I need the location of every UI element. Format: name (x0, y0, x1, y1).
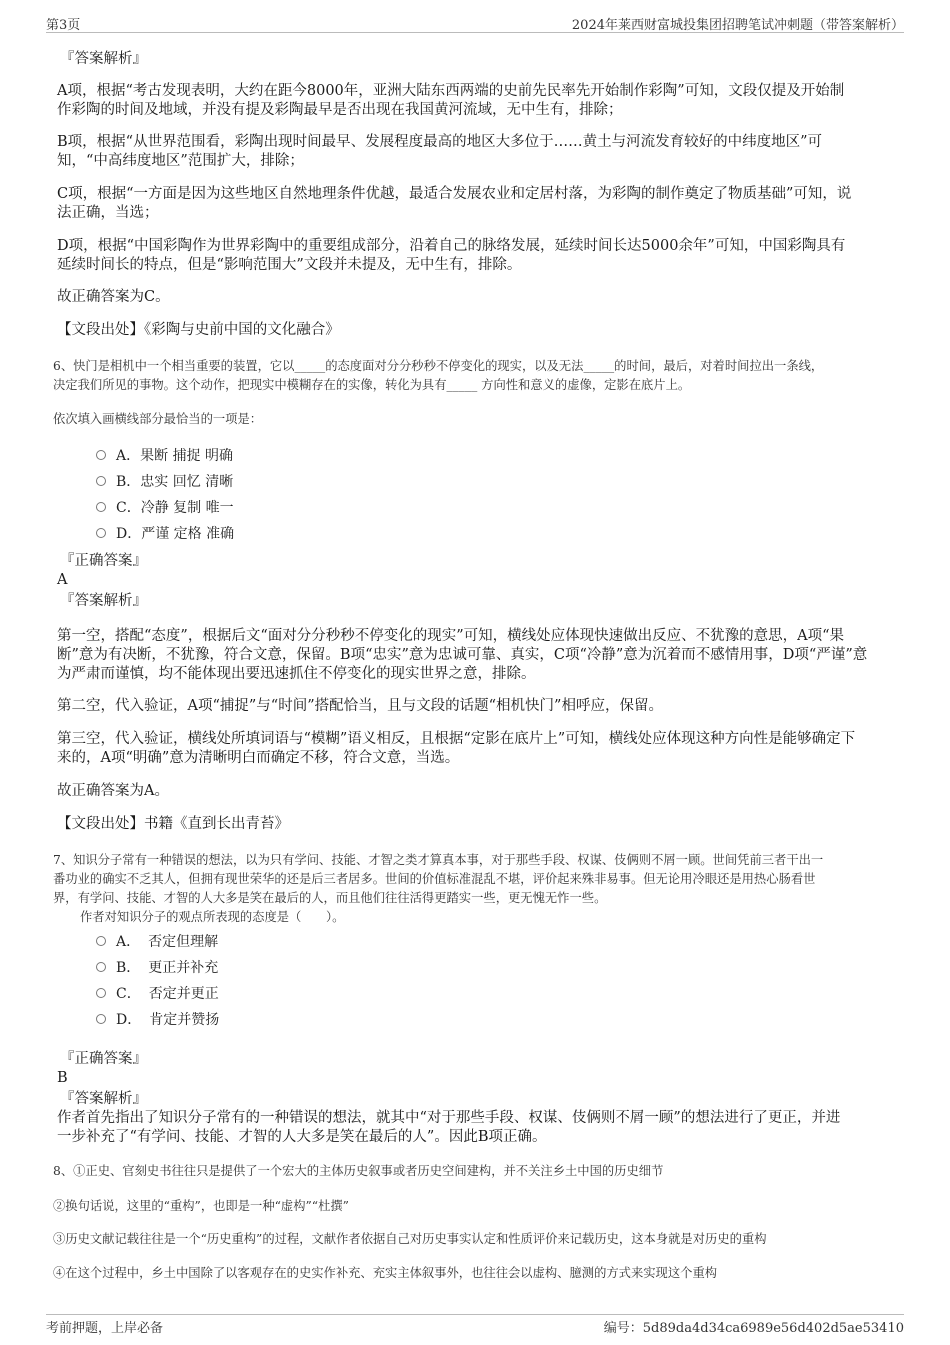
radio-icon[interactable] (96, 528, 106, 538)
q8-statement-2: ②换句话说，这里的“重构”，也即是一种“虚构”“杜撰” (53, 1199, 349, 1213)
page-footer (46, 1314, 904, 1335)
q7-stem-line1: 7、知识分子常有一种错误的想法，以为只有学问、技能、才智之类才算真本事，对于那些手段、权谋、伎俩则不屑一顾。世间凭前三者干出一 (53, 853, 824, 867)
q7-answer-label: 『正确答案』 (60, 1051, 147, 1067)
option-text: 冷静 复制 唯一 (140, 500, 234, 516)
q6-analysis-p3-line2: 来的，A项“明确”意为清晰明白而确定不移，符合文意，当选。 (57, 750, 460, 766)
q7-option-b[interactable] (96, 957, 218, 977)
q6-analysis-p1-line2: 断”意为有决断，不犹豫，符合文意，保留。B项“忠实”意为忠诚可靠、真实，C项“冷静”意为沉着而不感情用事，D项“严谨”意 (57, 647, 868, 663)
q6-analysis-p3-line1: 第三空，代入验证，横线处所填词语与“模糊”语义相反，且根据“定影在底片上”可知，横线处应体现这种方向性是能够确定下 (57, 731, 856, 747)
q5-analysis-label: 『答案解析』 (60, 51, 147, 67)
page-number: 第3页 (46, 18, 81, 33)
radio-icon[interactable] (96, 502, 106, 512)
footer-serial: 编号：5d89da4d34ca6989e56d402d5ae53410 (603, 1321, 904, 1336)
q6-stem-line2: 决定我们所见的事物。这个动作，把现实中模糊存在的实像，转化为具有_____ 方向性和意义的虚像，定影在底片上。 (53, 378, 691, 392)
option-text: 果断 捕捉 明确 (140, 448, 234, 464)
q7-answer: B (57, 1070, 68, 1086)
q6-option-a[interactable] (96, 445, 233, 465)
q6-analysis-p1-line3: 为严肃而谨慎，均不能体现出要迅速抓住不停变化的现实世界之意，排除。 (57, 666, 536, 682)
option-letter: C． (116, 500, 141, 516)
q5-analysis-d-line1: D项，根据“中国彩陶作为世界彩陶中的重要组成部分，沿着自己的脉络发展，延续时间长达5000余年”可知，中国彩陶具有 (57, 238, 846, 254)
q6-option-d[interactable] (96, 523, 234, 543)
q5-analysis-d-line2: 延续时间长的特点，但是“影响范围大”文段并未提及，无中生有，排除。 (57, 257, 522, 273)
option-text: 忠实 回忆 清晰 (140, 474, 234, 490)
option-text: 肯定并赞扬 (149, 1012, 220, 1028)
q6-option-b[interactable] (96, 471, 233, 491)
q6-conclusion: 故正确答案为A。 (57, 783, 169, 799)
q6-answer-label: 『正确答案』 (60, 553, 147, 569)
q5-analysis-b-line2: 知，“中高纬度地区”范围扩大，排除； (57, 153, 304, 169)
q7-option-d[interactable] (96, 1009, 219, 1029)
q7-analysis-line2: 一步补充了“有学问、技能、才智的人大多是笑在最后的人”。因此B项正确。 (57, 1129, 547, 1145)
radio-icon[interactable] (96, 936, 106, 946)
q6-analysis-label: 『答案解析』 (60, 593, 147, 609)
q5-analysis-c-line1: C项，根据“一方面是因为这些地区自然地理条件优越，最适合发展农业和定居村落，为彩陶的制作奠定了物质基础”可知，说 (57, 186, 852, 202)
q7-stem-line2: 番功业的确实不乏其人，但拥有现世荣华的还是后三者居多。世间的价值标准混乱不堪，评价起来殊非易事。但无论用冷眼还是用热心肠看世 (53, 872, 816, 886)
option-letter: D． (116, 526, 142, 542)
option-text: 更正并补充 (148, 960, 219, 976)
q7-analysis-line1: 作者首先指出了知识分子常有的一种错误的想法，就其中“对于那些手段、权谋、伎俩则不屑一顾”的想法进行了更正，并进 (57, 1110, 841, 1126)
option-letter: B． (116, 960, 141, 976)
q5-analysis-a-line1: A项，根据“考古发现表明，大约在距今8000年，亚洲大陆东西两端的史前先民率先开始制作彩陶”可知，文段仅提及开始制 (57, 83, 845, 99)
option-letter: A． (116, 934, 141, 950)
q6-analysis-p1-line1: 第一空，搭配“态度”，根据后文“面对分分秒秒不停变化的现实”可知，横线处应体现快速做出反应、不犹豫的意思，A项“果 (57, 628, 845, 644)
radio-icon[interactable] (96, 476, 106, 486)
q6-answer: A (57, 572, 68, 588)
q8-statement-4: ④在这个过程中，乡土中国除了以客观存在的史实作补充、充实主体叙事外，也往往会以虚构、臆测的方式来实现这个重构 (53, 1266, 718, 1280)
q7-option-a[interactable] (96, 931, 218, 951)
q6-stem-line1: 6、快门是相机中一个相当重要的装置，它以_____的态度面对分分秒秒不停变化的现实，以及无法_____的时间，最后，对着时间拉出一条线， (53, 359, 824, 373)
option-text: 否定但理解 (148, 934, 219, 950)
q7-option-c[interactable] (96, 983, 219, 1003)
document-title: 2024年莱西财富城投集团招聘笔试冲刺题（带答案解析） (571, 18, 904, 33)
radio-icon[interactable] (96, 450, 106, 460)
q5-conclusion: 故正确答案为C。 (57, 289, 170, 305)
q5-analysis-a-line2: 作彩陶的时间及地域，并没有提及彩陶最早是否出现在我国黄河流域，无中生有，排除； (57, 102, 623, 118)
option-letter: A． (116, 448, 141, 464)
q8-statement-1: 8、①正史、官刻史书往往只是提供了一个宏大的主体历史叙事或者历史空间建构，并不关注乡土中国的历史细节 (53, 1164, 664, 1178)
footer-slogan: 考前押题，上岸必备 (46, 1321, 164, 1336)
q6-analysis-p2: 第二空，代入验证，A项“捕捉”与“时间”搭配恰当，且与文段的话题“相机快门”相呼应，保留。 (57, 698, 663, 714)
q6-prompt: 依次填入画横线部分最恰当的一项是： (53, 412, 263, 426)
radio-icon[interactable] (96, 1014, 106, 1024)
option-text: 否定并更正 (148, 986, 219, 1002)
q5-analysis-c-line2: 法正确，当选； (57, 205, 159, 221)
q6-source: 【文段出处】书籍《直到长出青苔》 (57, 816, 289, 832)
q6-option-c[interactable] (96, 497, 234, 517)
q5-analysis-b-line1: B项，根据“从世界范围看，彩陶出现时间最早、发展程度最高的地区大多位于……黄土与河流发育较好的中纬度地区”可 (57, 134, 822, 150)
radio-icon[interactable] (96, 962, 106, 972)
option-text: 严谨 定格 准确 (141, 526, 235, 542)
option-letter: C． (116, 986, 141, 1002)
q5-source: 【文段出处】《彩陶与史前中国的文化融合》 (57, 322, 340, 338)
q8-statement-3: ③历史文献记载往往是一个“历史重构”的过程，文献作者依据自己对历史事实认定和性质评价来记载历史，这本身就是对历史的重构 (53, 1232, 767, 1246)
option-letter: D． (116, 1012, 142, 1028)
q7-question: 作者对知识分子的观点所表现的态度是（ ）。 (80, 910, 345, 924)
q7-analysis-label: 『答案解析』 (60, 1091, 147, 1107)
q7-stem-line3: 界，有学问、技能、才智的人大多是笑在最后的人，而且他们往往活得更踏实一些，更无愧无怍一些。 (53, 891, 607, 905)
option-letter: B． (116, 474, 141, 490)
page-header (46, 14, 904, 33)
radio-icon[interactable] (96, 988, 106, 998)
